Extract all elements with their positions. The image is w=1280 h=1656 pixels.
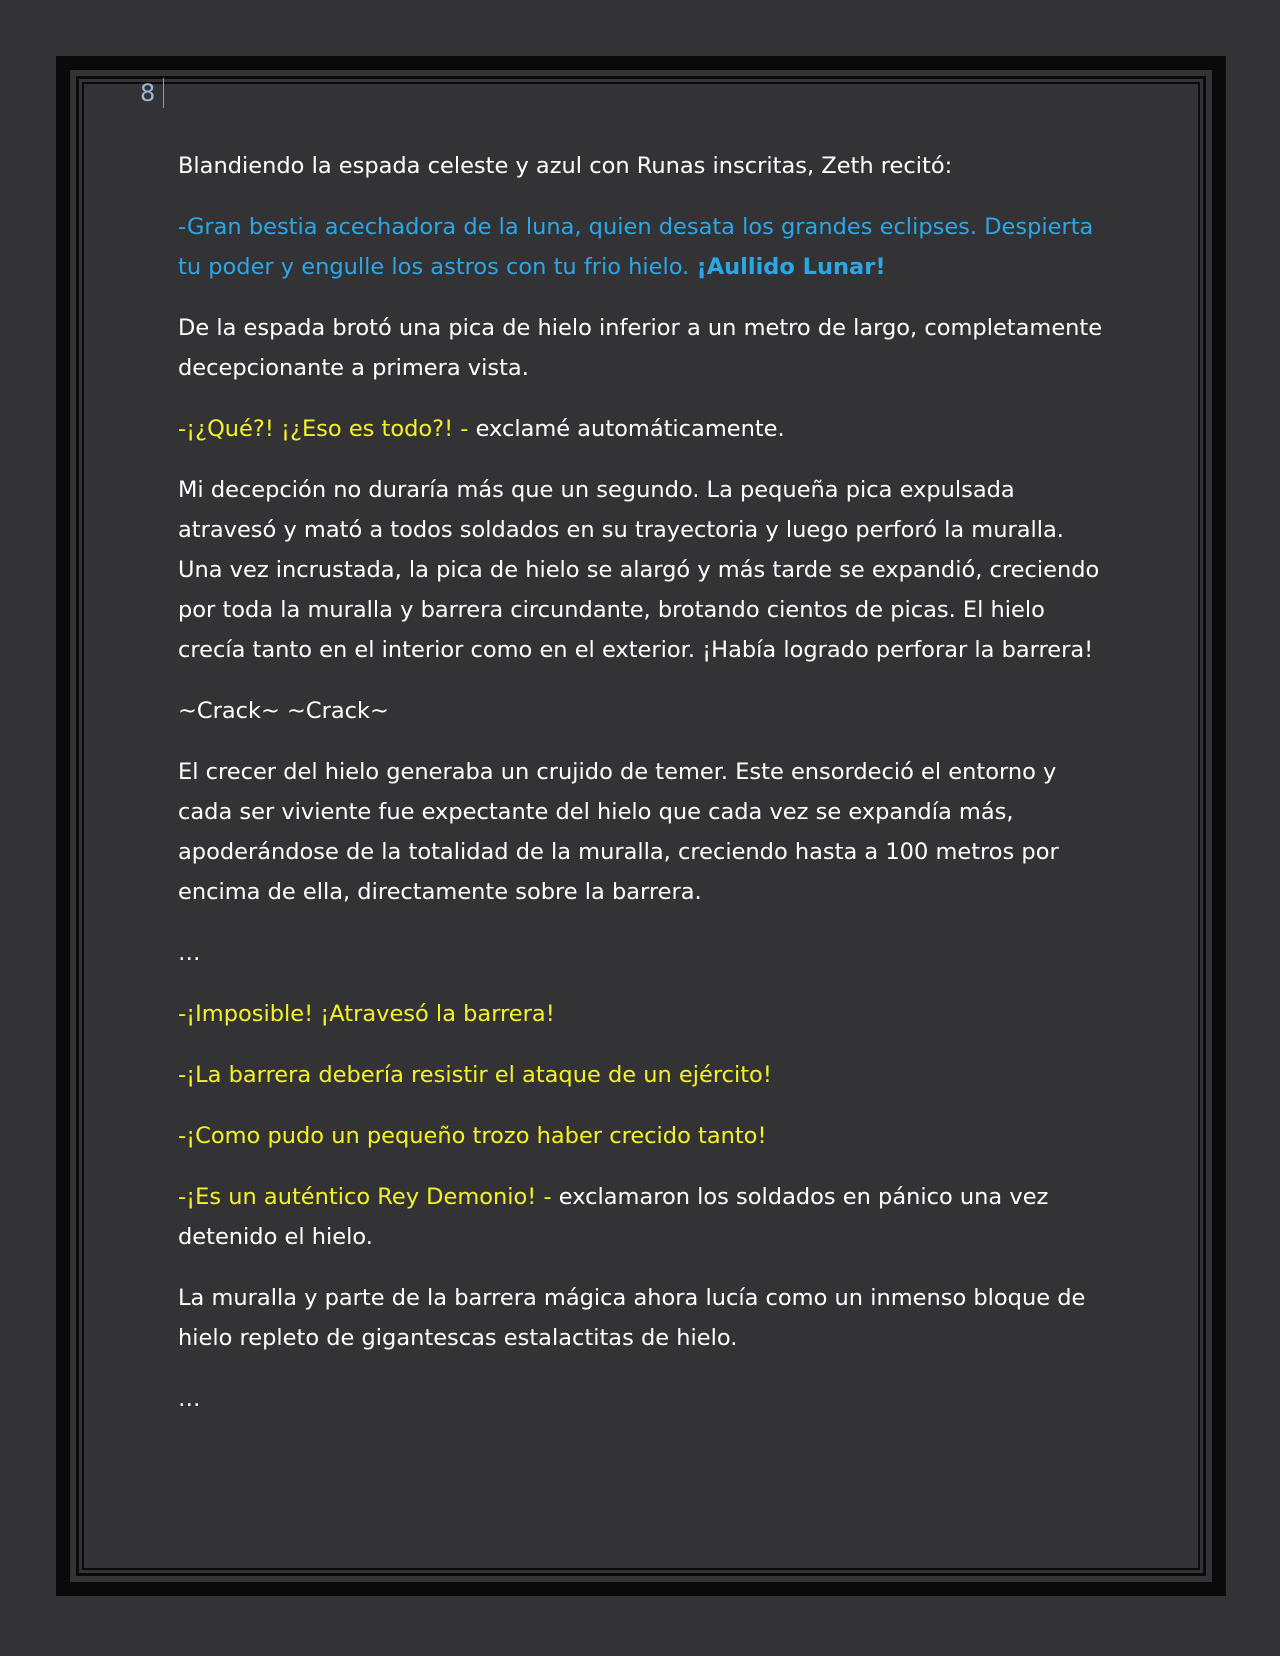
paragraph-dialogue-2: -¡Imposible! ¡Atravesó la barrera!: [178, 1001, 555, 1027]
paragraph-ellipsis-2: …: [178, 1386, 201, 1412]
spell-name: ¡Aullido Lunar!: [696, 254, 886, 280]
paragraph-dialogue-4: -¡Como pudo un pequeño trozo haber crecido tanto!: [178, 1123, 767, 1149]
dialogue-tag: exclamé automáticamente.: [475, 416, 785, 442]
paragraph-narration-2: De la espada brotó una pica de hielo inferior a un metro de largo, completamente decepcionante a primera vista.: [178, 315, 1103, 381]
paragraph-dialogue-1: [178, 409, 1108, 449]
paragraph-narration-4: El crecer del hielo generaba un crujido de temer. Este ensordeció el entorno y cada ser viviente fue expectante del hielo que cada vez se expandía más, apoderándose de la totalidad de la muralla, creciendo hasta a 100 metros por encima de ella, directamente sobre la barrera.: [178, 759, 1059, 905]
paragraph-sound-effect: ~Crack~ ~Crack~: [178, 698, 389, 724]
paragraph-spell: [178, 207, 1108, 287]
paragraph-dialogue-5: [178, 1177, 1108, 1257]
paragraph-narration-1: Blandiendo la espada celeste y azul con Runas inscritas, Zeth recitó:: [178, 153, 953, 179]
paragraph-narration-5: La muralla y parte de la barrera mágica ahora lucía como un inmenso bloque de hielo repleto de gigantescas estalactitas de hielo.: [178, 1285, 1086, 1351]
page-number: 8: [140, 78, 164, 108]
dialogue-text: -¡¿Qué?! ¡¿Eso es todo?! -: [178, 416, 476, 442]
dialogue-text: -¡Es un auténtico Rey Demonio! -: [178, 1184, 559, 1210]
paragraph-dialogue-3: -¡La barrera debería resistir el ataque de un ejército!: [178, 1062, 772, 1088]
dialogue-tag: exclamaron los soldados en pánico una vez detenido el hielo.: [178, 1184, 1049, 1250]
page-body: [178, 146, 1108, 1440]
paragraph-narration-3: Mi decepción no duraría más que un segundo. La pequeña pica expulsada atravesó y mató a todos soldados en su trayectoria y luego perforó la muralla. Una vez incrustada, la pica de hielo se alargó y más tarde se expandió, creciendo por toda la muralla y barrera circundante, brotando cientos de picas. El hielo crecía tanto en el interior como en el exterior. ¡Había logrado perforar la barrera!: [178, 477, 1100, 663]
spell-incantation: -Gran bestia acechadora de la luna, quien desata los grandes eclipses. Despierta tu poder y engulle los astros con tu frio hielo.: [178, 214, 1094, 280]
paragraph-ellipsis-1: …: [178, 940, 201, 966]
